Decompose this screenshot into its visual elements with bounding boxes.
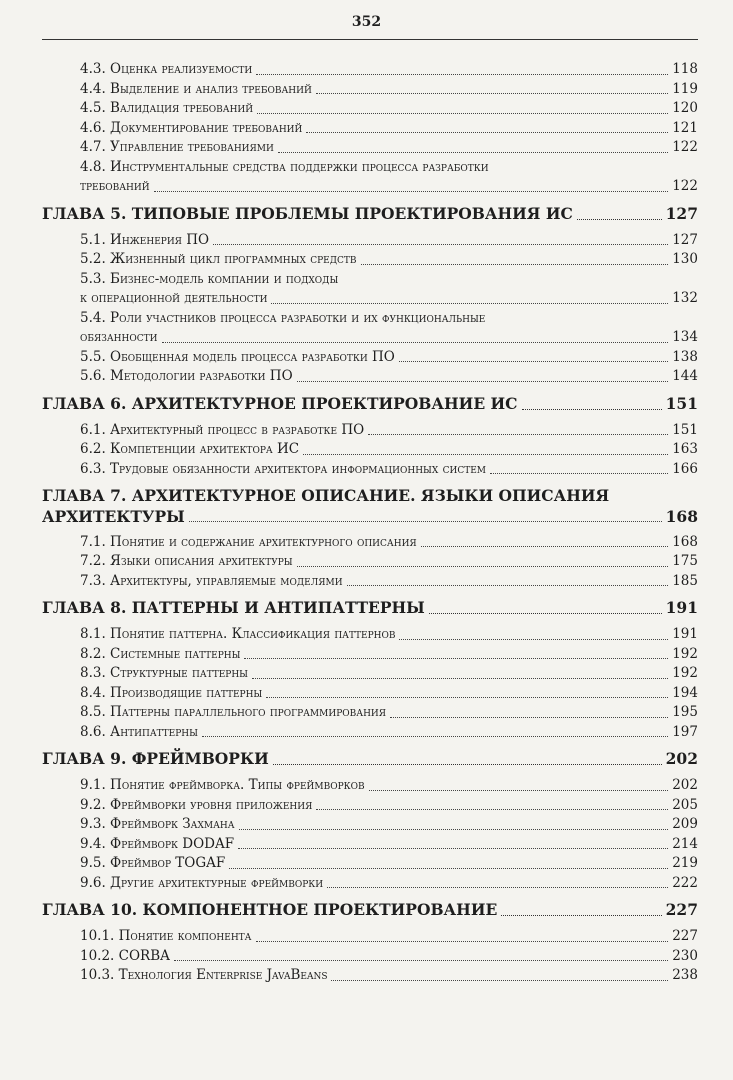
toc-entry-title: 9.2. Фреймворки уровня приложения: [80, 796, 313, 813]
toc-entry-title: 4.3. Оценка реализуемости: [80, 61, 253, 77]
toc-entry-page: 132: [672, 290, 698, 306]
toc-entry-5-2: [42, 250, 698, 270]
toc-entry-page: 151: [672, 421, 698, 438]
toc-entry-page: 238: [672, 967, 698, 983]
dot-leader: [316, 93, 668, 94]
toc-entry-page: 202: [672, 777, 698, 793]
toc-chapter-page: 202: [665, 749, 698, 768]
toc-entry-page: 205: [672, 796, 698, 813]
toc-entry-title-line2: требований: [80, 178, 150, 194]
toc-chapter-title: ГЛАВА 5. ТИПОВЫЕ ПРОБЛЕМЫ ПРОЕКТИРОВАНИЯ ИС: [42, 203, 573, 223]
toc-entry-title: 5.1. Инженерия ПО: [80, 231, 210, 248]
dot-leader: [229, 868, 668, 869]
toc-entry-4-4: [42, 80, 698, 100]
toc-entry-title: 5.5. Обобщенная модель процесса разработки ПО: [80, 348, 395, 365]
toc-chapter-6: [42, 393, 698, 415]
toc-entry-8-4: [42, 684, 698, 704]
toc-entry-4-3: [42, 60, 698, 80]
toc-entry-9-5: [42, 854, 698, 874]
toc-entry-title: 9.6. Другие архитектурные фреймворки: [80, 874, 324, 891]
toc-entry-page: 209: [672, 816, 698, 832]
toc-entry-page: 191: [672, 626, 698, 642]
toc-entry-10-1: [42, 927, 698, 947]
toc-entry-9-1: [42, 776, 698, 796]
toc-entry-title: 5.6. Методологии разработки ПО: [80, 368, 293, 384]
toc-chapter-page: 168: [665, 507, 698, 526]
dot-leader: [239, 829, 668, 830]
toc-entry-5-1: [42, 231, 698, 251]
toc-entry-page: 122: [672, 178, 698, 194]
toc-entry-title: 6.1. Архитектурный процесс в разработке ПО: [80, 421, 365, 438]
toc-entry-title: 8.3. Структурные паттерны: [80, 665, 249, 681]
toc-entry-page: 195: [672, 704, 698, 720]
toc-entry-8-6: [42, 723, 698, 743]
toc-entry-title: 4.7. Управление требованиями: [80, 139, 274, 155]
dot-leader: [256, 74, 668, 75]
toc-entry-title: 8.6. Антипаттерны: [80, 723, 198, 740]
toc-entry-title-line1: 4.8. Инструментальные средства поддержки процесса разработки: [80, 158, 489, 175]
toc-chapter-page: 227: [665, 900, 698, 919]
dot-leader: [189, 521, 662, 522]
toc-entry-page: 192: [672, 645, 698, 662]
toc-entry-page: 134: [672, 329, 698, 345]
dot-leader: [522, 409, 662, 410]
toc-entry-5-4: [42, 309, 698, 348]
toc-entry-6-2: [42, 440, 698, 460]
dot-leader: [278, 152, 668, 153]
toc-entry-10-2: [42, 947, 698, 967]
toc-entry-title-line2: обязанности: [80, 329, 158, 345]
toc-chapter-page: 151: [665, 393, 698, 413]
toc-entry-title: 7.3. Архитектуры, управляемые моделями: [80, 572, 343, 589]
toc-entry-title: 6.3. Трудовые обязанности архитектора информационных систем: [80, 460, 487, 477]
toc-entry-4-7: [42, 138, 698, 158]
toc-entry-title: 9.3. Фреймворк Захмана: [80, 816, 235, 832]
toc-entry-title: 10.2. CORBA: [80, 947, 170, 964]
dot-leader: [266, 697, 668, 698]
table-of-contents: [42, 60, 698, 986]
dot-leader: [252, 678, 668, 679]
toc-entry-8-5: [42, 703, 698, 723]
dot-leader: [399, 361, 668, 362]
toc-chapter-title: ГЛАВА 8. ПАТТЕРНЫ И АНТИПАТТЕРНЫ: [42, 598, 425, 617]
toc-entry-page: 197: [672, 723, 698, 740]
toc-entry-4-8: [42, 158, 698, 197]
dot-leader: [256, 941, 669, 942]
toc-chapter-title-line2: АРХИТЕКТУРЫ: [42, 507, 185, 526]
toc-entry-page: 192: [672, 665, 698, 681]
dot-leader: [429, 613, 662, 614]
toc-entry-page: 127: [672, 231, 698, 248]
toc-entry-10-3: [42, 966, 698, 986]
toc-entry-title: 4.5. Валидация требований: [80, 100, 254, 116]
dot-leader: [368, 434, 668, 435]
dot-leader: [297, 566, 668, 567]
dot-leader: [303, 454, 668, 455]
dot-leader: [501, 915, 661, 916]
toc-entry-title-line2: к операционной деятельности: [80, 290, 268, 306]
toc-entry-7-3: [42, 572, 698, 592]
dot-leader: [271, 303, 668, 304]
toc-entry-5-6: [42, 367, 698, 387]
toc-entry-9-2: [42, 796, 698, 816]
toc-chapter-8: [42, 597, 698, 619]
dot-leader: [490, 473, 668, 474]
toc-entry-7-2: [42, 552, 698, 572]
toc-entry-page: 194: [672, 684, 698, 701]
dot-leader: [316, 809, 668, 810]
toc-entry-title: 7.1. Понятие и содержание архитектурного описания: [80, 533, 417, 550]
toc-entry-page: 130: [672, 251, 698, 267]
toc-chapter-title: ГЛАВА 6. АРХИТЕКТУРНОЕ ПРОЕКТИРОВАНИЕ ИС: [42, 393, 518, 413]
toc-entry-title: 9.4. Фреймворк DODAF: [80, 835, 235, 852]
dot-leader: [297, 381, 668, 382]
toc-chapter-title: ГЛАВА 9. ФРЕЙМВОРКИ: [42, 749, 269, 768]
dot-leader: [273, 764, 662, 765]
toc-chapter-page: 191: [665, 598, 698, 617]
toc-entry-page: 166: [672, 460, 698, 477]
toc-entry-title: 10.3. Технология Enterprise JavaBeans: [80, 967, 328, 983]
toc-entry-6-3: [42, 460, 698, 480]
toc-entry-title: 8.4. Производящие паттерны: [80, 684, 263, 701]
dot-leader: [421, 546, 668, 547]
toc-entry-8-3: [42, 664, 698, 684]
toc-entry-5-5: [42, 348, 698, 368]
toc-entry-9-4: [42, 835, 698, 855]
toc-entry-title: 8.2. Системные паттерны: [80, 645, 241, 662]
dot-leader: [213, 244, 668, 245]
toc-chapter-9: [42, 748, 698, 770]
toc-entry-page: 185: [672, 572, 698, 589]
toc-entry-title: 8.1. Понятие паттерна. Классификация паттернов: [80, 626, 396, 642]
dot-leader: [369, 790, 668, 791]
toc-entry-title: 5.2. Жизненный цикл программных средств: [80, 251, 357, 267]
toc-entry-5-3: [42, 270, 698, 309]
toc-entry-4-5: [42, 99, 698, 119]
toc-entry-page: 138: [672, 348, 698, 365]
toc-chapter-title-line1: ГЛАВА 7. АРХИТЕКТУРНОЕ ОПИСАНИЕ. ЯЗЫКИ ОПИСАНИЯ: [42, 486, 610, 505]
page-number: 352: [351, 14, 382, 30]
toc-entry-title: 10.1. Понятие компонента: [80, 928, 252, 944]
toc-entry-title: 4.4. Выделение и анализ требований: [80, 80, 312, 97]
toc-chapter-10: [42, 899, 698, 921]
toc-entry-page: 222: [672, 874, 698, 891]
toc-entry-4-6: [42, 119, 698, 139]
toc-chapter-5: [42, 203, 698, 225]
toc-chapter-title: ГЛАВА 10. КОМПОНЕНТНОЕ ПРОЕКТИРОВАНИЕ: [42, 900, 498, 919]
toc-entry-page: 144: [672, 368, 698, 384]
dot-leader: [174, 960, 668, 961]
toc-entry-title: 9.1. Понятие фреймворка. Типы фреймворков: [80, 777, 365, 793]
dot-leader: [327, 887, 668, 888]
toc-entry-page: 120: [672, 100, 698, 116]
toc-entry-9-6: [42, 874, 698, 894]
toc-entry-page: 119: [672, 80, 698, 97]
toc-entry-page: 122: [672, 139, 698, 155]
toc-entry-title: 6.2. Компетенции архитектора ИС: [80, 441, 300, 457]
toc-entry-title: 7.2. Языки описания архитектуры: [80, 553, 293, 569]
toc-entry-page: 214: [672, 835, 698, 852]
toc-entry-6-1: [42, 421, 698, 441]
dot-leader: [390, 717, 668, 718]
dot-leader: [361, 264, 668, 265]
dot-leader: [238, 848, 668, 849]
dot-leader: [331, 980, 668, 981]
toc-entry-page: 219: [672, 855, 698, 871]
dot-leader: [577, 219, 662, 220]
toc-entry-8-2: [42, 645, 698, 665]
toc-entry-page: 118: [672, 61, 698, 77]
toc-entry-page: 168: [672, 533, 698, 550]
dot-leader: [154, 191, 668, 192]
header-rule: [42, 39, 698, 40]
toc-entry-title: 9.5. Фреймвор TOGAF: [80, 855, 226, 871]
toc-entry-page: 121: [672, 119, 698, 136]
toc-chapter-7: [42, 485, 698, 527]
dot-leader: [257, 113, 668, 114]
dot-leader: [399, 639, 668, 640]
toc-chapter-page: 127: [665, 203, 698, 223]
toc-entry-title-line1: 5.3. Бизнес-модель компании и подходы: [80, 270, 339, 287]
toc-entry-title-line1: 5.4. Роли участников процесса разработки и их функциональные: [80, 309, 486, 326]
toc-entry-8-1: [42, 625, 698, 645]
toc-entry-title: 8.5. Паттерны параллельного программирования: [80, 704, 387, 720]
toc-entry-7-1: [42, 533, 698, 553]
toc-entry-page: 163: [672, 441, 698, 457]
toc-entry-page: 227: [672, 928, 698, 944]
dot-leader: [347, 585, 668, 586]
dot-leader: [306, 132, 668, 133]
dot-leader: [244, 658, 668, 659]
dot-leader: [162, 342, 669, 343]
toc-entry-page: 175: [672, 553, 698, 569]
toc-entry-title: 4.6. Документирование требований: [80, 119, 303, 136]
toc-entry-9-3: [42, 815, 698, 835]
toc-entry-page: 230: [672, 947, 698, 964]
dot-leader: [202, 736, 668, 737]
